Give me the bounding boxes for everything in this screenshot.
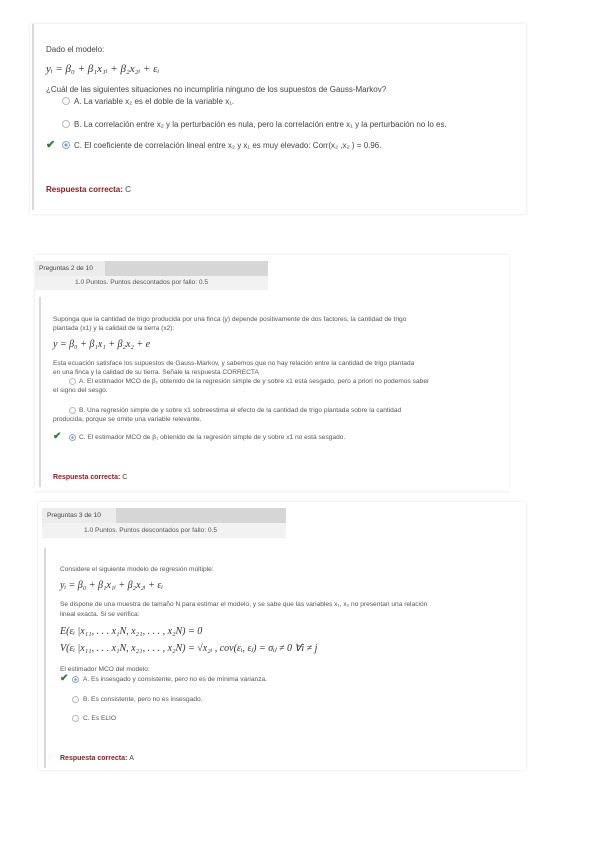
radio-icon[interactable] bbox=[72, 676, 79, 683]
q1-option-a-text: A. La variable x₂ es el doble de la variable x₁. bbox=[74, 97, 235, 106]
q3-header: Preguntas 3 de 10 bbox=[42, 508, 116, 523]
q1-answer-label: Respuesta correcta: bbox=[46, 185, 123, 194]
question-1-body bbox=[32, 24, 522, 210]
radio-icon[interactable] bbox=[69, 378, 76, 385]
q3-text-line1: Se dispone de una muestra de tamaño N para estimar el modelo, y se sabe que las variables x₁, x₂ no presentan una relación bbox=[60, 601, 428, 608]
q3-option-c-text: C. Es ELIO bbox=[83, 715, 116, 722]
q2-option-a[interactable] bbox=[53, 377, 503, 395]
q1-option-a[interactable] bbox=[62, 96, 234, 107]
q1-option-c-text: C. El coeficiente de correlación lineal entre x₂ y x₁ es muy elevado: Corr(x₂ ,x₂ ) = 0.96. bbox=[74, 141, 382, 150]
q2-option-a-line2: el signo del sesgo. bbox=[53, 387, 108, 394]
radio-icon[interactable] bbox=[69, 434, 76, 441]
q1-correct-answer bbox=[46, 185, 131, 194]
q2-option-c[interactable] bbox=[53, 433, 503, 442]
q2-option-b[interactable] bbox=[53, 406, 503, 424]
q2-intro-line2: plantada (x1) y la calidad de la tierra (x2): bbox=[53, 325, 175, 332]
radio-icon[interactable] bbox=[72, 715, 79, 722]
check-icon: ✔ bbox=[46, 139, 56, 151]
radio-icon[interactable] bbox=[69, 407, 76, 414]
q3-option-b[interactable] bbox=[72, 695, 203, 704]
q3-variance-equation: V(εᵢ |x₁₁, . . . x₁N, x₂₁, . . . , x₂N) = √x₂ᵢ , cov(εᵢ, εⱼ) = σᵢⱼ ≠ 0 ∀i ≠ j bbox=[60, 643, 318, 654]
q3-option-b-text: B. Es consistente, pero no es insesgado. bbox=[83, 696, 203, 703]
radio-icon[interactable] bbox=[62, 141, 70, 149]
q3-answer-label: Respuesta correcta: bbox=[60, 755, 128, 762]
radio-icon[interactable] bbox=[62, 120, 70, 128]
q2-option-b-line2: producida, porque se omite una variable relevante. bbox=[53, 416, 202, 423]
q2-intro-line1: Suponga que la cantidad de trigo producida por una finca (y) depende positivamente de dos factores, la cantidad de trigo bbox=[53, 316, 407, 323]
q2-correct-answer bbox=[53, 474, 127, 481]
q1-answer-value: C bbox=[125, 185, 131, 194]
q3-answer-value: A bbox=[129, 755, 134, 762]
q2-model-equation: y = β₀ + β₁x₁ + β₂x₂ + e bbox=[53, 339, 151, 350]
q3-model-equation: yᵢ = β₀ + β₁x₁ᵢ + β₂x₂ᵢ + εᵢ bbox=[60, 580, 163, 591]
q2-points: 1.0 Puntos. Puntos descontados por fallo: 0.5 bbox=[35, 276, 268, 290]
q1-model-equation: yᵢ = β₀ + β₁x₁ᵢ + β₂x₂ᵢ + εᵢ bbox=[46, 63, 160, 75]
q2-text-line1: Esta ecuación satisface los supuestos de Gauss-Markov, y sabemos que no hay relación entre la cantidad de trigo plantada bbox=[53, 360, 415, 367]
question-3-card bbox=[38, 502, 526, 770]
q2-answer-label: Respuesta correcta: bbox=[53, 474, 121, 481]
check-icon: ✔ bbox=[60, 673, 69, 684]
q3-text-line2: lineal exacta. Si se verifica: bbox=[60, 611, 140, 618]
q1-option-c[interactable] bbox=[62, 140, 381, 151]
q1-intro: Dado el modelo: bbox=[46, 45, 105, 54]
radio-icon[interactable] bbox=[62, 97, 70, 105]
q2-option-b-line1: B. Una regresión simple de y sobre x1 sobreestima el efecto de la cantidad de trigo plantada sobre la cantidad bbox=[79, 407, 402, 414]
q2-option-a-line1: A. El estimador MCO de β₁ obtenido de la regresión simple de y sobre x1 está sesgado, pero a priori no podemos saber bbox=[79, 378, 430, 385]
q3-correct-answer bbox=[60, 755, 134, 762]
q2-answer-value: C bbox=[122, 474, 128, 481]
question-2-card bbox=[35, 255, 509, 491]
q3-option-a-text: A. Es insesgado y consistente, pero no es de mínima varianza. bbox=[83, 676, 267, 683]
q2-option-c-line1: C. El estimador MCO de β₁ obtenido de la regresión simple de y sobre x1 no está sesgado. bbox=[79, 434, 346, 441]
question-1-card bbox=[30, 24, 526, 214]
q1-option-b[interactable] bbox=[62, 119, 447, 130]
question-3-body bbox=[44, 548, 522, 768]
q2-header: Preguntas 2 de 10 bbox=[35, 261, 105, 276]
q2-header-bar bbox=[105, 261, 268, 276]
q3-option-a[interactable] bbox=[72, 675, 267, 684]
q2-text-line2: en una finca y la calidad de su tierra. Señale la respuesta CORRECTA bbox=[53, 369, 259, 376]
q3-text-line3: El estimador MCO del modelo: bbox=[60, 666, 150, 673]
q3-intro: Considere el siguiente modelo de regresión múltiple: bbox=[60, 566, 214, 573]
q1-option-b-text: B. La correlación entre x₂ y la perturbación es nula, pero la correlación entre x₁ y la perturbación no lo es. bbox=[74, 120, 447, 129]
q3-points: 1.0 Puntos. Puntos descontados por fallo: 0.5 bbox=[42, 523, 286, 538]
q3-expectation-equation: E(εᵢ |x₁₁, . . . x₁N, x₂₁, . . . , x₂N) = 0 bbox=[60, 626, 203, 637]
radio-icon[interactable] bbox=[72, 696, 79, 703]
q3-header-bar bbox=[116, 508, 286, 523]
q1-question-text: ¿Cuál de las siguientes situaciones no incumpliría ninguno de los supuestos de Gauss-Markov? bbox=[46, 85, 387, 94]
q3-option-c[interactable] bbox=[72, 714, 116, 723]
check-icon: ✔ bbox=[53, 431, 62, 442]
question-2-body bbox=[39, 297, 505, 487]
